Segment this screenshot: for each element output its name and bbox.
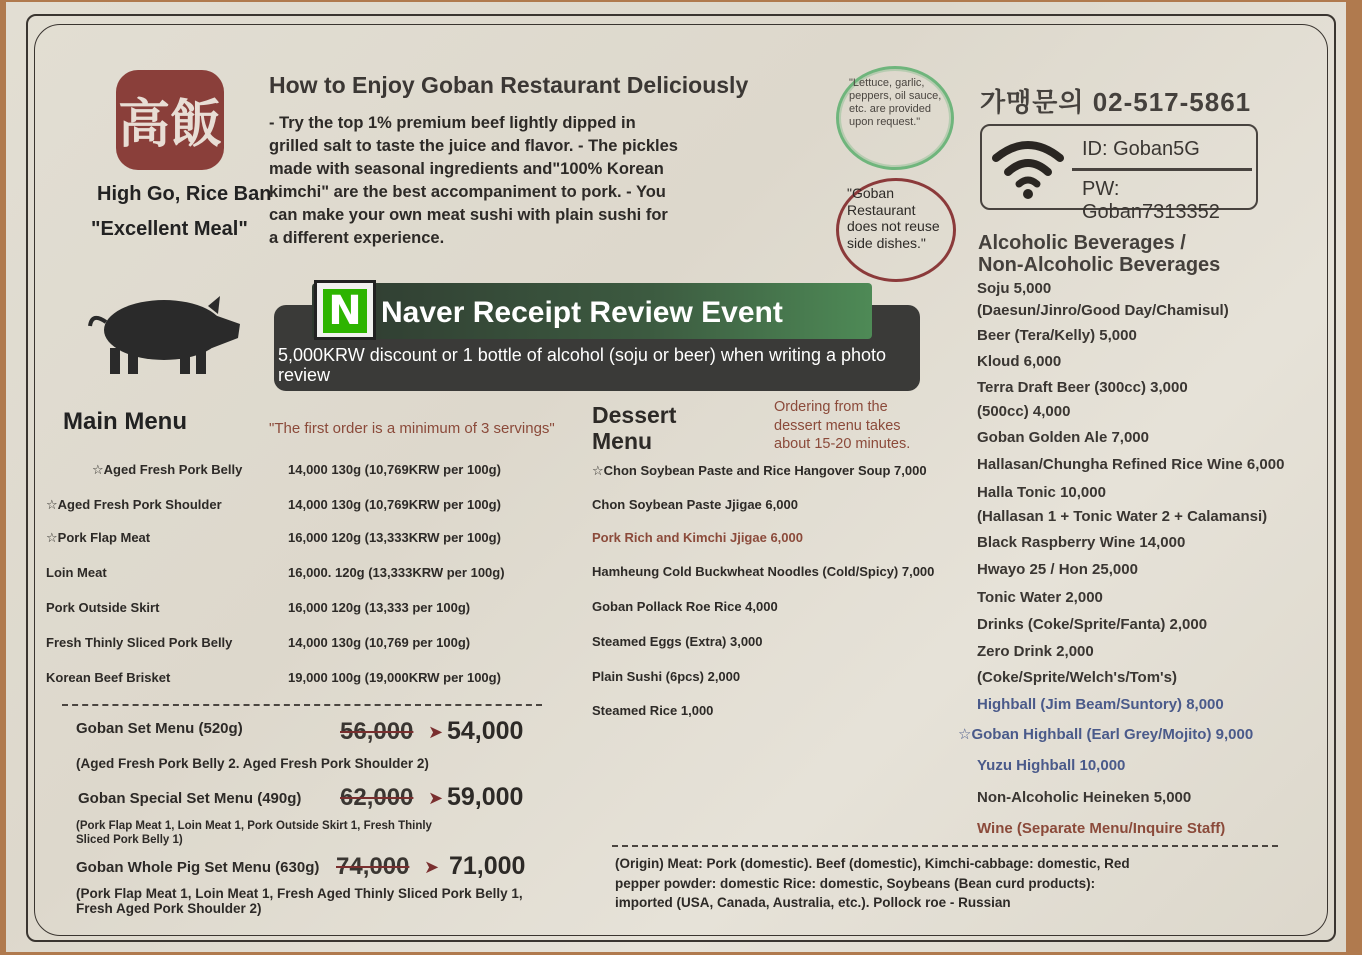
arrow-right-icon: ➤	[428, 788, 444, 808]
beverage-item: Beer (Tera/Kelly) 5,000	[977, 327, 1137, 344]
franchise-phone: 가맹문의 02-517-5861	[980, 87, 1252, 117]
beverage-item: Soju 5,000	[977, 280, 1052, 297]
main-item-name: Loin Meat	[46, 565, 107, 580]
howto-body: - Try the top 1% premium beef lightly dipped in grilled salt to taste the juice and flavor. - The pickles made with seasonal ingredients and"100% Korean kimchi" are the best accompaniment to pork. - You can make your own meat sushi with plain sushi for a different experience.	[269, 114, 678, 247]
main-item-price: 14,000 130g (10,769KRW per 100g)	[288, 497, 501, 512]
dessert-item: ☆Chon Soybean Paste and Rice Hangover Soup 7,000	[592, 463, 927, 478]
dessert-item: Steamed Rice 1,000	[592, 703, 714, 718]
wifi-icon	[992, 136, 1064, 200]
beverage-item: Hwayo 25 / Hon 25,000	[977, 561, 1138, 578]
beverage-heading: Alcoholic Beverages / Non-Alcoholic Beverages	[978, 232, 1221, 276]
beverage-item: Wine (Separate Menu/Inquire Staff)	[977, 820, 1226, 837]
event-description: 5,000KRW discount or 1 bottle of alcohol (soju or beer) when writing a photo review	[278, 345, 887, 385]
main-item-name: ☆Pork Flap Meat	[46, 530, 151, 545]
origin-statement: (Origin) Meat: Pork (domestic). Beef (domestic), Kimchi-cabbage: domestic, Red pepper powder: domestic Rice: domestic, Soybeans (Bean curd products): imported (USA, Canada, Australia, etc.). Pollock roe - Russian	[615, 856, 1130, 910]
dessert-item: Steamed Eggs (Extra) 3,000	[592, 634, 763, 649]
dessert-item: Goban Pollack Roe Rice 4,000	[592, 599, 778, 614]
set-name: Goban Set Menu (520g)	[76, 720, 243, 737]
side-dish-note: "Lettuce, garlic, peppers, oil sauce, etc. are provided upon request."	[836, 66, 954, 170]
beverage-item: Non-Alcoholic Heineken 5,000	[977, 789, 1192, 806]
dessert-item: Plain Sushi (6pcs) 2,000	[592, 669, 741, 684]
beverage-item: Kloud 6,000	[977, 353, 1062, 370]
wifi-box	[980, 124, 1258, 223]
main-item-price: 14,000 130g (10,769KRW per 100g)	[288, 462, 501, 477]
main-item-name: Korean Beef Brisket	[46, 670, 171, 685]
howto-title: How to Enjoy Goban Restaurant Deliciously	[269, 72, 749, 98]
set-new-price: 59,000	[447, 783, 524, 811]
beverage-item: Halla Tonic 10,000	[977, 484, 1106, 501]
min-order-note: "The first order is a minimum of 3 servings"	[269, 420, 555, 437]
no-reuse-note: "Goban Restaurant does not reuse side dishes."	[836, 178, 956, 282]
arrow-right-icon: ➤	[428, 722, 444, 742]
set-divider	[62, 704, 542, 706]
beverage-item: Terra Draft Beer (300cc) 3,000	[977, 379, 1188, 396]
naver-logo-icon	[314, 280, 376, 340]
dessert-item: Chon Soybean Paste Jjigae 6,000	[592, 497, 798, 512]
beverage-item: Hallasan/Chungha Refined Rice Wine 6,000	[977, 456, 1285, 473]
main-item-name: ☆Aged Fresh Pork Shoulder	[46, 497, 222, 512]
set-description: (Aged Fresh Pork Belly 2. Aged Fresh Pork Shoulder 2)	[76, 756, 429, 771]
set-name: Goban Whole Pig Set Menu (630g)	[76, 859, 320, 876]
main-menu-heading: Main Menu	[63, 408, 187, 435]
naver-badge: N	[323, 289, 367, 333]
wifi-password: PW: Goban7313352	[1082, 178, 1220, 223]
event-title: Naver Receipt Review Event	[381, 296, 783, 329]
arrow-right-icon: ➤	[424, 857, 440, 877]
beverage-item: Highball (Jim Beam/Suntory) 8,000	[977, 696, 1224, 713]
wifi-divider	[1072, 168, 1252, 171]
beverage-item: Zero Drink 2,000	[977, 643, 1094, 660]
dessert-item: Hamheung Cold Buckwheat Noodles (Cold/Spicy) 7,000	[592, 564, 935, 579]
main-item-price: 16,000 120g (13,333 per 100g)	[288, 600, 471, 615]
set-description: (Pork Flap Meat 1, Loin Meat 1, Pork Outside Skirt 1, Fresh Thinly Sliced Pork Belly 1)	[76, 820, 432, 846]
wifi-id: ID: Goban5G	[1082, 138, 1200, 160]
beverage-item: Tonic Water 2,000	[977, 589, 1103, 606]
dessert-heading: Dessert Menu	[592, 402, 677, 454]
logo-seal	[116, 70, 224, 170]
logo-name: High Go, Rice Ban	[97, 183, 272, 205]
set-old-price: 62,000	[340, 784, 414, 811]
seal-text	[116, 70, 224, 170]
set-new-price: 54,000	[447, 717, 524, 745]
dessert-note: Ordering from the dessert menu takes about 15-20 minutes.	[774, 399, 911, 452]
main-item-name: ☆Aged Fresh Pork Belly	[92, 462, 243, 477]
set-name: Goban Special Set Menu (490g)	[78, 790, 302, 807]
main-item-price: 19,000 100g (19,000KRW per 100g)	[288, 670, 501, 685]
main-item-name: Pork Outside Skirt	[46, 600, 160, 615]
beverage-item: (Daesun/Jinro/Good Day/Chamisul)	[977, 302, 1229, 319]
pig-icon	[88, 292, 244, 378]
beverage-item: ☆Goban Highball (Earl Grey/Mojito) 9,000	[958, 726, 1254, 743]
beverage-item: Drinks (Coke/Sprite/Fanta) 2,000	[977, 616, 1208, 633]
beverage-item: Yuzu Highball 10,000	[977, 757, 1126, 774]
logo-tagline: "Excellent Meal"	[91, 218, 248, 240]
main-item-price: 16,000 120g (13,333KRW per 100g)	[288, 530, 501, 545]
set-description: (Pork Flap Meat 1, Loin Meat 1, Fresh Aged Thinly Sliced Pork Belly 1, Fresh Aged Pork Shoulder 2)	[76, 886, 523, 916]
main-item-price: 16,000. 120g (13,333KRW per 100g)	[288, 565, 505, 580]
set-old-price: 56,000	[340, 718, 414, 745]
beverage-item: (Hallasan 1 + Tonic Water 2 + Calamansi)	[977, 508, 1268, 525]
beverage-item: (Coke/Sprite/Welch's/Tom's)	[977, 669, 1177, 686]
dessert-item: Pork Rich and Kimchi Jjigae 6,000	[592, 530, 803, 545]
beverage-item: Goban Golden Ale 7,000	[977, 429, 1149, 446]
svg-text:高飯: 高飯	[117, 94, 223, 155]
main-item-price: 14,000 130g (10,769 per 100g)	[288, 635, 471, 650]
origin-divider	[612, 845, 1278, 847]
beverage-item: Black Raspberry Wine 14,000	[977, 534, 1186, 551]
main-item-name: Fresh Thinly Sliced Pork Belly	[46, 635, 233, 650]
set-old-price: 74,000	[336, 853, 410, 880]
set-new-price: 71,000	[449, 852, 526, 880]
beverage-item: (500cc) 4,000	[977, 403, 1071, 420]
